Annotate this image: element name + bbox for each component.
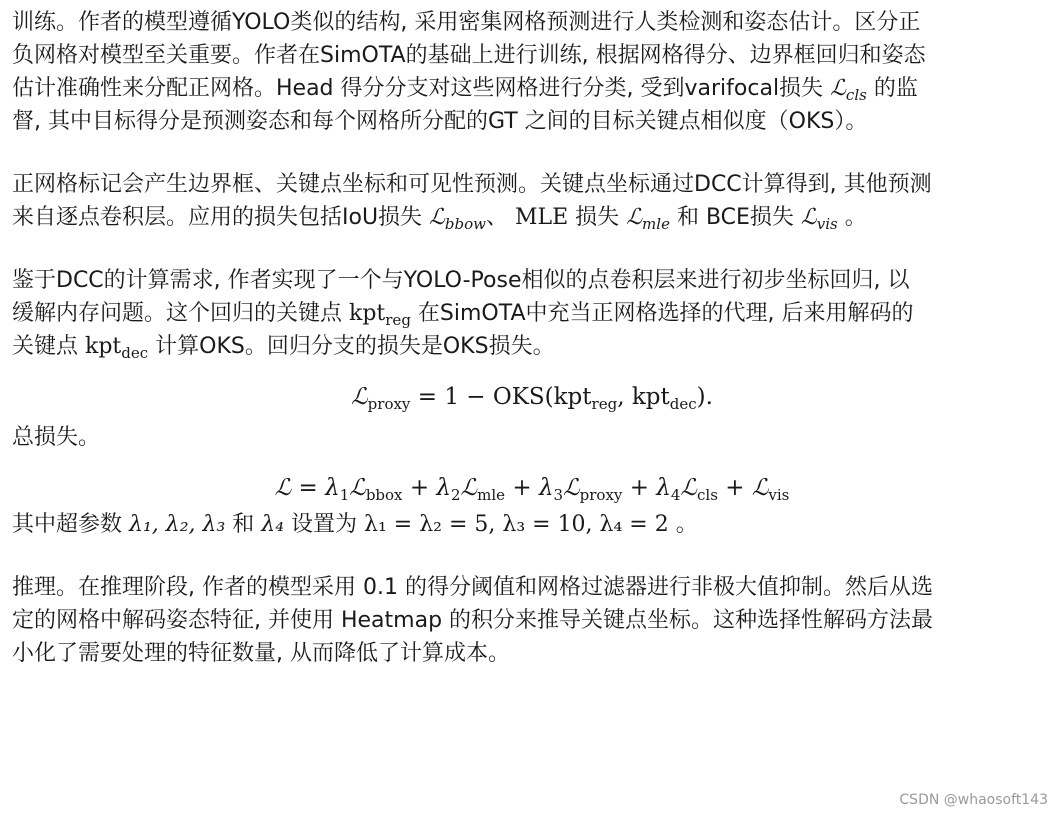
paragraph-dcc [12,264,1052,363]
text-line: 负网格对模型至关重要。作者在SimOTA的基础上进行训练, 根据网格得分、边界框回归和姿态 [12,43,926,68]
kpt-reg-symbol: kpt [349,301,386,326]
hyper-settings: λ₁ = λ₂ = 5, λ₃ = 10, λ₄ = 2 [364,512,669,537]
eq-subscript: cls [697,486,718,504]
mle-text: MLE [514,205,569,230]
eq-text: λ [656,475,671,501]
text-line [12,72,1052,105]
eq-text: = 1 − OKS( [410,384,554,410]
text-span: 来自逐点卷积层。应用的损失包括IoU损失 [12,205,430,230]
eq-subscript: proxy [367,395,411,413]
text-line: 鉴于DCC的计算需求, 作者实现了一个与YOLO-Pose相似的点卷积层来进行初步坐标回归, 以 [12,268,910,293]
text-span: 和 BCE损失 [669,205,801,230]
text-span: 估计准确性来分配正网格。Head 得分分支对这些网格进行分类, 受到varifocal损失 [12,76,831,101]
eq-symbol: ℒ [351,384,368,410]
eq-text: + [622,475,657,501]
paragraph-positive-grid [12,168,1052,234]
eq-text: λ [538,475,554,501]
watermark: CSDN @whaosoft143 [899,792,1048,808]
loss-vis-symbol: ℒ [800,205,817,230]
eq-subscript: 3 [553,486,564,504]
hyper-lambda4: λ₄ [261,512,285,537]
text-span: 。 [668,512,698,537]
paragraph-inference [12,571,1052,670]
eq-subscript: mle [477,486,506,504]
eq-text: λ [325,475,340,501]
text-line: 训练。作者的模型遵循YOLO类似的结构, 采用密集网格预测进行人类检测和姿态估计。区分正 [12,10,921,35]
eq-subscript: proxy [579,486,623,504]
eq-subscript: 4 [670,486,681,504]
text-span: 损失 [568,205,627,230]
text-span: 关键点 [12,334,85,359]
text-span: 、 [485,205,515,230]
text-span: 的监 [866,76,918,101]
text-line: 推理。在推理阶段, 作者的模型采用 0.1 的得分阈值和网格过滤器进行非极大值抑制。然后从选 [12,575,933,600]
kpt-dec-symbol: kpt [85,334,122,359]
eq-symbol: ℒ [680,475,697,501]
text-line: 正网格标记会产生边界框、关键点坐标和可见性预测。关键点坐标通过DCC计算得到, 其他预测 [12,172,932,197]
loss-mle-subscript: mle [642,215,670,233]
text-line: 小化了需要处理的特征数量, 从而降低了计算成本。 [12,641,510,666]
loss-cls-subscript: cls [845,86,867,104]
eq-text: kpt [631,384,670,410]
text-span: 设置为 [284,512,365,537]
kpt-reg-subscript: reg [385,311,411,329]
loss-bbow-subscript: bbow [444,215,486,233]
eq-subscript: vis [768,486,790,504]
paragraph-training [12,6,1052,138]
eq-text: λ [436,475,451,501]
eq-text: + [717,475,752,501]
eq-text: = [291,475,326,501]
eq-text: , [617,384,632,410]
eq-symbol: ℒ [274,475,292,501]
eq-subscript: 2 [451,486,461,504]
eq-symbol: ℒ [751,475,769,501]
eq-subscript: 1 [339,486,350,504]
text-span: 。 [837,205,867,230]
hyper-list: λ₁, λ₂, λ₃ [129,512,226,537]
text-span: 和 [225,512,262,537]
loss-bbow-symbol: ℒ [429,205,445,230]
eq-symbol: ℒ [563,475,580,501]
eq-text: ). [696,384,713,410]
eq-symbol: ℒ [460,475,478,501]
eq-text: + [505,475,539,501]
text-line: 督, 其中目标得分是预测姿态和每个网格所分配的GT 之间的目标关键点相似度（OKS）。 [12,109,868,134]
text-line: 定的网格中解码姿态特征, 并使用 Heatmap 的积分来推导关键点坐标。这种选择性解码方法最 [12,608,934,633]
text-line [12,201,1052,234]
text-span: 其中超参数 [12,512,129,537]
eq-subscript: dec [669,395,697,413]
loss-cls-symbol: ℒ [830,76,846,101]
kpt-dec-subscript: dec [121,344,149,362]
loss-vis-subscript: vis [816,215,838,233]
text-span: 缓解内存问题。这个回归的关键点 [12,301,349,326]
text-line [12,297,1052,330]
eq-subscript: bbox [365,486,403,504]
equation-proxy-loss [12,377,1052,417]
eq-symbol: ℒ [349,475,366,501]
hyperparameter-line [12,508,1052,541]
eq-text: + [402,475,437,501]
equation-total-loss [12,468,1052,508]
total-loss-heading: 总损失。 [12,425,101,450]
text-span: 计算OKS。回归分支的损失是OKS损失。 [148,334,555,359]
eq-subscript: reg [591,395,618,413]
article-body [12,6,1052,670]
text-span: 在SimOTA中充当正网格选择的代理, 后来用解码的 [410,301,914,326]
text-line [12,330,1052,363]
loss-mle-symbol: ℒ [626,205,643,230]
eq-text: kpt [553,384,592,410]
